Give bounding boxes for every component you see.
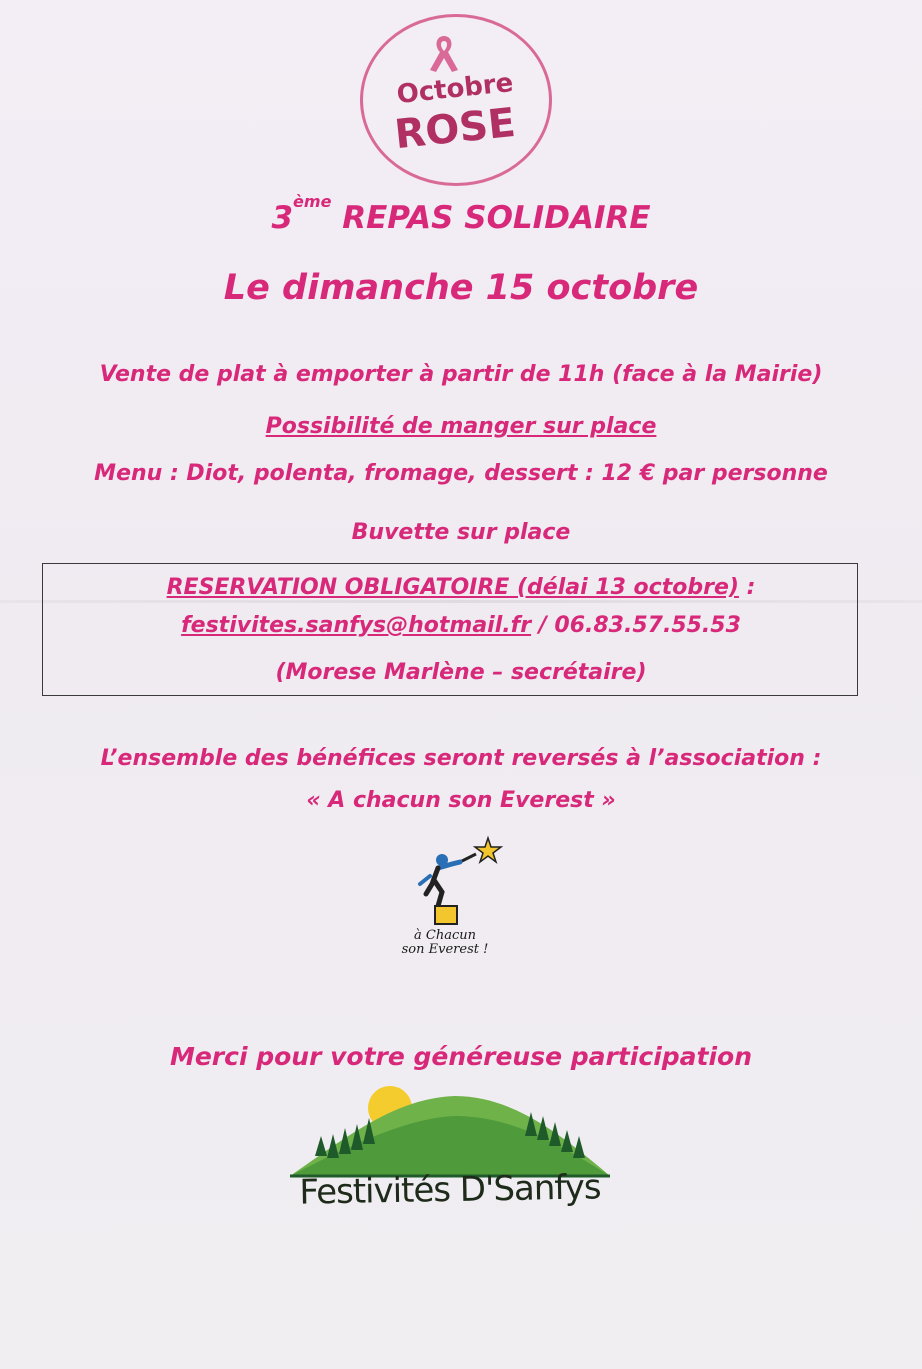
reservation-colon: : bbox=[738, 575, 756, 600]
reservation-email-link[interactable]: festivites.sanfys@hotmail.fr bbox=[181, 613, 532, 638]
mountain-sun-icon bbox=[285, 1078, 615, 1178]
title-text: REPAS SOLIDAIRE bbox=[342, 200, 651, 236]
association-name: « A chacun son Everest » bbox=[306, 788, 616, 813]
eat-in-info: Possibilité de manger sur place bbox=[265, 414, 657, 439]
climber-star-icon bbox=[380, 832, 510, 928]
reservation-contact-line bbox=[0, 613, 922, 638]
reservation-contact-person: (Morese Marlène – secrétaire) bbox=[275, 660, 647, 685]
title-superscript: ème bbox=[293, 191, 332, 211]
logo-rose-text: ROSE bbox=[392, 99, 518, 159]
reservation-label bbox=[0, 575, 922, 600]
everest-association-logo bbox=[380, 832, 530, 962]
title-number: 3 bbox=[271, 200, 294, 236]
festivites-sanfys-logo bbox=[285, 1078, 615, 1248]
reservation-phone: / 06.83.57.55.53 bbox=[531, 613, 741, 638]
organizer-logo-text: Festivités D'Sanfys bbox=[299, 1167, 601, 1213]
octobre-rose-logo bbox=[360, 14, 550, 184]
everest-logo-line1: à Chacun bbox=[414, 928, 476, 943]
takeaway-info: Vente de plat à emporter à partir de 11h (face à la Mairie) bbox=[99, 362, 823, 387]
logo-octobre-text: Octobre bbox=[395, 67, 515, 111]
thanks-message: Merci pour votre généreuse participation bbox=[169, 1042, 753, 1071]
event-date: Le dimanche 15 octobre bbox=[223, 268, 699, 308]
reservation-label-text: RESERVATION OBLIGATOIRE (délai 13 octobre) bbox=[166, 575, 739, 600]
menu-info: Menu : Diot, polenta, fromage, dessert : 12 € par personne bbox=[94, 461, 828, 486]
event-title bbox=[0, 191, 922, 236]
everest-logo-line2: son Everest ! bbox=[401, 942, 489, 957]
profits-sentence: L’ensemble des bénéfices seront reversés à l’association : bbox=[100, 746, 822, 771]
pink-ribbon-icon bbox=[424, 32, 464, 74]
bar-info: Buvette sur place bbox=[351, 520, 571, 545]
